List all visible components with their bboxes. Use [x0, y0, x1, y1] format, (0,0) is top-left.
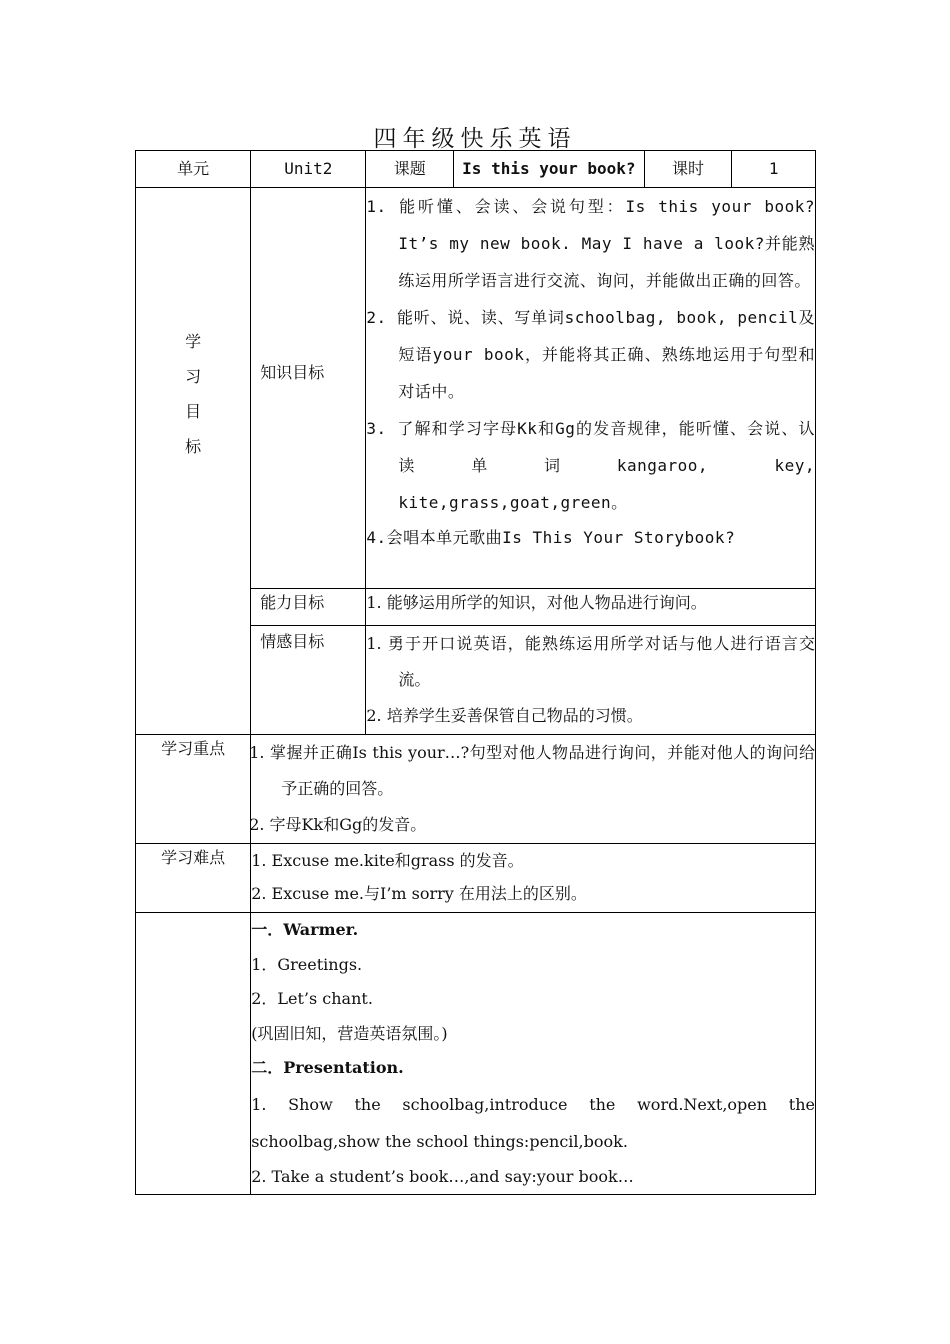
list-item: 2. 培养学生妥善保管自己物品的习惯。	[366, 706, 643, 725]
list-item: 1. Show the schoolbag,introduce the word.Next,open the schoolbag,show the school things:pencil,book.	[251, 1094, 815, 1151]
list-item: 1. 能听懂、会读、会说句型：Is this your book? It’s my new book. May I have a look?并能熟练运用所学语言进行交流、询问，并能做出正确的回答。	[366, 197, 815, 290]
teaching-process	[251, 913, 816, 1195]
key-points-label: 学习重点	[136, 735, 251, 844]
learning-objectives-label	[136, 188, 251, 735]
process-label-cell	[136, 913, 251, 1195]
objective-char: 学	[185, 332, 202, 351]
list-item: 4.会唱本单元歌曲Is This Your Storybook?	[366, 528, 736, 547]
list-item: 3. 了解和学习字母Kk和Gg的发音规律，能听懂、会说、认读单词kangaroo, key, kite,grass,goat,green。	[366, 419, 815, 512]
difficulties-list	[251, 844, 816, 913]
difficulties-row	[136, 844, 816, 913]
unit-value: Unit2	[251, 151, 366, 188]
knowledge-goal-label	[251, 188, 366, 589]
knowledge-row	[136, 188, 816, 589]
list-item: 2．Let’s chant.	[251, 989, 373, 1008]
section-heading: 二．Presentation.	[251, 1058, 404, 1077]
unit-label: 单元	[136, 151, 251, 188]
list-item: 1. 勇于开口说英语，能熟练运用所学对话与他人进行语言交流。	[366, 634, 815, 689]
list-item: 2. Take a student’s book…,and say:your book…	[251, 1166, 634, 1186]
emotion-goal-label: 情感目标	[251, 626, 366, 735]
key-points-list	[251, 735, 816, 844]
section-heading: 一．Warmer.	[251, 920, 359, 939]
emotion-goal-list	[366, 626, 816, 735]
list-item: (巩固旧知，营造英语氛围。)	[251, 1023, 448, 1043]
list-item: 2. 能听、说、读、写单词schoolbag, book, pencil及短语your book，并能将其正确、熟练地运用于句型和对话中。	[366, 308, 815, 401]
objective-char: 标	[185, 437, 202, 456]
difficulties-label: 学习难点	[136, 844, 251, 913]
topic-value: Is this your book?	[454, 151, 645, 188]
period-value: 1	[732, 151, 816, 188]
document-title: 四年级快乐英语	[373, 126, 577, 152]
ability-goal-list	[366, 589, 816, 626]
list-item: 1．Greetings.	[251, 954, 363, 974]
knowledge-goal-list	[366, 188, 816, 589]
header-row	[136, 151, 816, 188]
objective-char: 习	[185, 367, 202, 386]
list-item: 1. Excuse me.kite和grass 的发音。	[251, 851, 524, 870]
list-item: 2. 字母Kk和Gg的发音。	[249, 815, 427, 834]
topic-label: 课题	[366, 151, 454, 188]
process-row	[136, 913, 816, 1195]
period-label: 课时	[644, 151, 732, 188]
knowledge-goal-text: 知识目标	[260, 363, 325, 382]
key-points-row	[136, 735, 816, 844]
objective-char: 目	[185, 402, 202, 421]
list-item: 2. Excuse me.与I’m sorry 在用法上的区别。	[251, 884, 587, 903]
ability-goal-label: 能力目标	[251, 589, 366, 626]
list-item: 1. 掌握并正确Is this your…?句型对他人物品进行询问，并能对他人的询问给予正确的回答。	[249, 743, 815, 798]
list-item: 1. 能够运用所学的知识，对他人物品进行询问。	[366, 593, 707, 612]
lesson-plan-table	[135, 150, 816, 1195]
